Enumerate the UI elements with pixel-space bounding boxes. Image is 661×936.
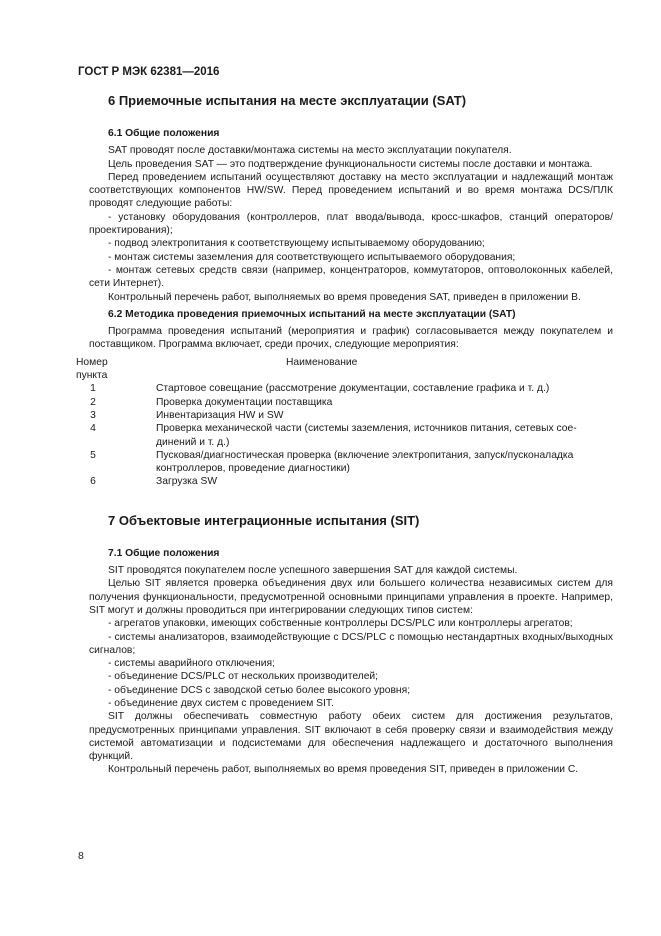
paragraph: Контрольный перечень работ, выполняемых во время проведения SAT, приведен в приложении В. <box>108 291 581 303</box>
document-body <box>76 93 613 777</box>
list-item: - системы анализаторов, взаимодействующие с DCS/PLC с помощью нестандартных входных/выходных сигналов; <box>89 631 613 656</box>
table-row <box>76 475 613 488</box>
list-item: - установку оборудования (контроллеров, плат ввода/вывода, кросс-шкафов, станций операторов/проектирования); <box>89 211 613 237</box>
paragraph: Целью SIT является проверка объединения двух или большего количества независимых систем для получения функциональности, предусмотренной основными принципами управления в проекте. Например, SIT могут и должны проводиться при интегрировании следующих типов систем: <box>89 578 613 616</box>
row-number: 6 <box>90 476 96 488</box>
paragraph: SIT проводятся покупателем после успешного завершения SAT для каждой системы. <box>108 565 518 577</box>
row-name: Инвентаризация HW и SW <box>156 409 284 421</box>
subsection-6-2-title: 6.2 Методика проведения приемочных испытаний на месте эксплуатации (SAT) <box>108 308 516 320</box>
list-item: - объединение DCS с заводской сетью более высокого уровня; <box>108 684 411 696</box>
document-code-header: ГОСТ Р МЭК 62381—2016 <box>78 66 220 78</box>
list-item: - монтаж системы заземления для соответствующего испытываемого оборудования; <box>108 251 516 263</box>
row-name: Стартовое совещание (рассмотрение документации, составление графика и т. д.) <box>156 383 550 395</box>
row-number: 1 <box>90 383 96 395</box>
paragraph: Программа проведения испытаний (мероприятия и график) согласовывается между покупателем и поставщиком. Программа включает, среди прочих, следующие мероприятия: <box>89 326 613 351</box>
row-name: Проверка документации поставщика <box>156 396 333 408</box>
column-header-name: Наименование <box>286 356 358 368</box>
row-number: 3 <box>90 409 96 421</box>
row-name: Проверка механической части (системы заземления, источников питания, сетевых соединений и т. д.) <box>156 423 577 448</box>
list-item: - подвод электропитания к соответствующему испытываемому оборудованию; <box>108 238 485 250</box>
list-item: - объединение двух систем с проведением SIT. <box>108 697 334 709</box>
row-name: Пусковая/диагностическая проверка (включение электропитания, запуск/пусконаладка контроллеров, проведение диагностики) <box>156 449 574 475</box>
table-row <box>76 409 613 422</box>
table-row <box>76 422 613 449</box>
paragraph: Контрольный перечень работ, выполняемых во время проведения SIT, приведен в приложении С. <box>108 764 579 776</box>
activities-table <box>76 356 613 489</box>
table-row <box>76 382 613 395</box>
subsection-6-1-title: 6.1 Общие положения <box>108 128 220 139</box>
row-number: 5 <box>90 449 96 461</box>
table-row <box>76 396 613 409</box>
row-number: 2 <box>90 396 96 408</box>
list-item: - объединение DCS/PLC от нескольких производителей; <box>108 671 379 683</box>
row-name: Загрузка SW <box>156 476 218 488</box>
subsection-7-1-title: 7.1 Общие положения <box>108 547 220 559</box>
paragraph: SIT должны обеспечивать совместную работу обеих систем для достижения результатов, предусмотренных принципами управления. SIT включают в себя проверку связи и взаимодействия между системой автоматизации и подсистемами для обеспечения надлежащего и достаточного выполнения функций. <box>89 711 613 763</box>
column-header-number: Номер <box>76 356 108 368</box>
row-number: 4 <box>90 423 96 435</box>
list-item: - системы аварийного отключения; <box>108 658 275 670</box>
page-number: 8 <box>78 850 84 862</box>
table-header <box>76 356 613 383</box>
paragraph: Цель проведения SAT — это подтверждение функциональности системы после доставки и монтажа. <box>108 158 593 170</box>
column-header-number-line2: пункта <box>76 370 108 382</box>
list-item: - монтаж сетевых средств связи (например, концентраторов, коммутаторов, оптоволоконных кабелей, сети Интернет). <box>89 264 613 290</box>
section-6-title: 6 Приемочные испытания на месте эксплуатации (SAT) <box>108 93 467 108</box>
section-7-title: 7 Объектовые интеграционные испытания (SIT) <box>108 512 420 528</box>
table-row <box>76 449 613 476</box>
list-item: - агрегатов упаковки, имеющих собственные контроллеры DCS/PLC или контроллеры агрегатов; <box>108 618 573 630</box>
paragraph: Перед проведением испытаний осуществляют доставку на место эксплуатации и надлежащий монтаж соответствующих компонентов HW/SW. Перед проведением испытаний и во время монтажа DCS/ПЛК проводят следующие работы: <box>89 171 613 210</box>
paragraph: SAT проводят после доставки/монтажа системы на место эксплуатации покупателя. <box>108 145 512 157</box>
